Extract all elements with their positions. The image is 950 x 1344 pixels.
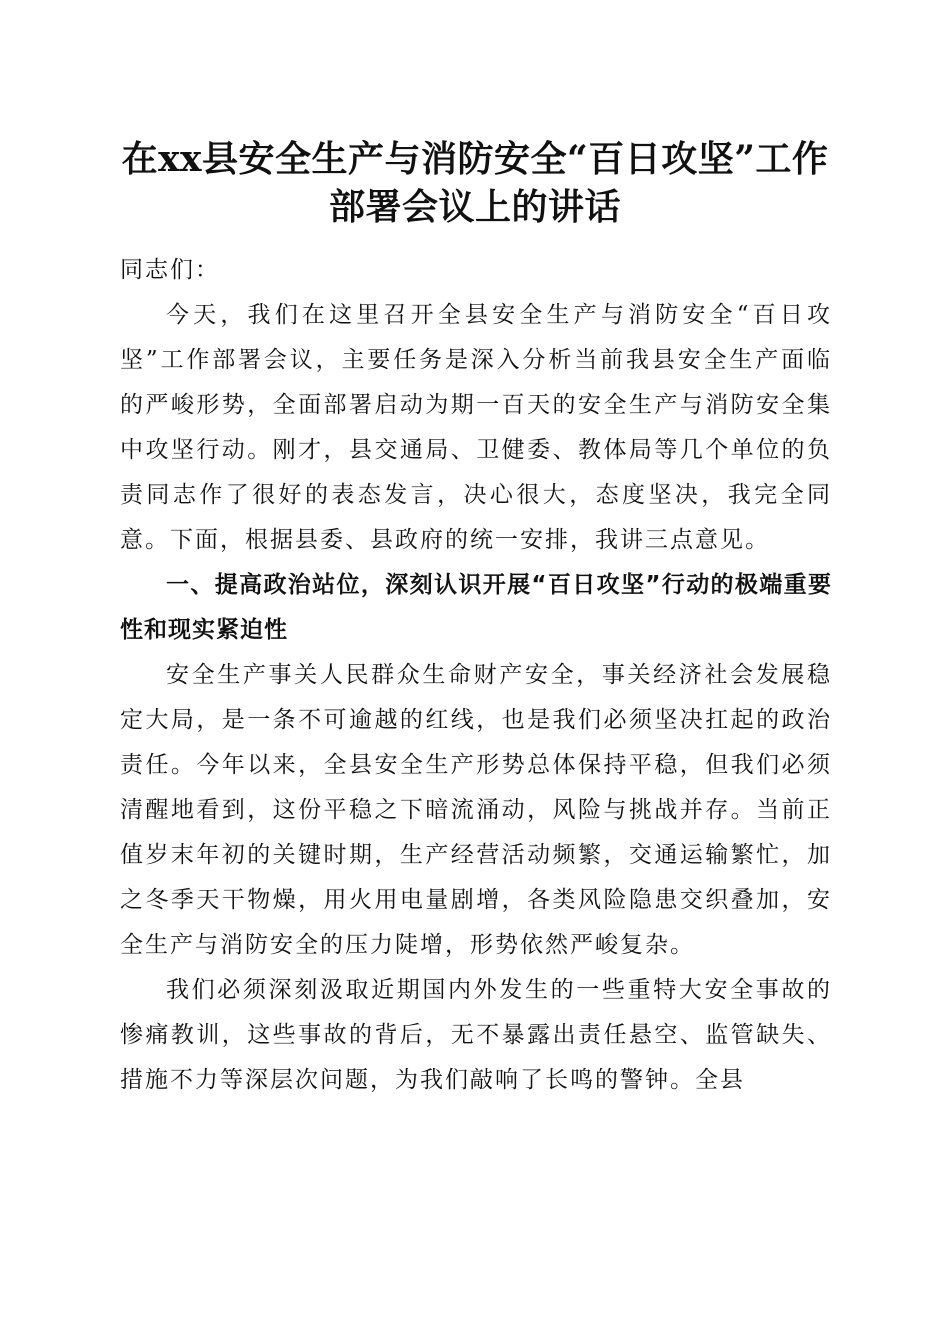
document-title: 在xx县安全生产与消防安全“百日攻坚”工作部署会议上的讲话 bbox=[121, 138, 829, 228]
section-paragraph-2: 我们必须深刻汲取近期国内外发生的一些重特大安全事故的惨痛教训，这些事故的背后，无不暴露出责任悬空、监管缺失、措施不力等深层次问题，为我们敲响了长鸣的警钟。全县 bbox=[120, 977, 832, 1093]
section-paragraph-1: 安全生产事关人民群众生命财产安全，事关经济社会发展稳定大局，是一条不可逾越的红线，也是我们必须坚决扛起的政治责任。今年以来，全县安全生产形势总体保持平稳，但我们必须清醒地看到，这份平稳之下暗流涌动，风险与挑战并存。当前正值岁末年初的关键时期，生产经营活动频繁，交通运输繁忙，加之冬季天干物燥，用火用电量剧增，各类风险隐患交织叠加，安全生产与消防安全的压力陡增，形势依然严峻复杂。 bbox=[120, 662, 832, 958]
salutation: 同志们： bbox=[120, 257, 220, 283]
document-body bbox=[120, 248, 832, 1103]
section-heading-1: 一、提高政治站位，深刻认识开展“百日攻坚”行动的极端重要性和现实紧迫性 bbox=[120, 572, 832, 643]
intro-paragraph: 今天，我们在这里召开全县安全生产与消防安全“百日攻坚”工作部署会议，主要任务是深入分析当前我县安全生产面临的严峻形势，全面部署启动为期一百天的安全生产与消防安全集中攻坚行动。刚才，县交通局、卫健委、教体局等几个单位的负责同志作了很好的表态发言，决心很大，态度坚决，我完全同意。下面，根据县委、县政府的统一安排，我讲三点意见。 bbox=[120, 302, 832, 553]
